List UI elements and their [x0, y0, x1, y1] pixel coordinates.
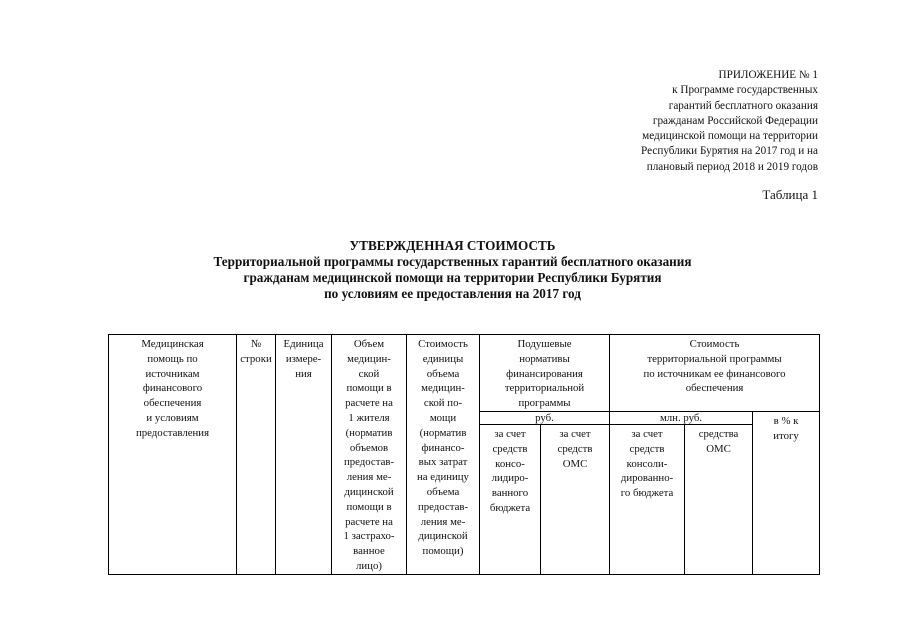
- cell-text-line: вых затрат: [418, 456, 468, 469]
- cell-text-line: ления ме-: [346, 471, 392, 484]
- header-consolidated-budget-rub: [480, 424, 541, 574]
- cell-text-line: помощь по: [147, 352, 198, 365]
- cell-lines: [611, 337, 818, 396]
- header-consolidated-budget-mln: [610, 424, 685, 574]
- cell-text-line: обеспечения: [143, 397, 202, 410]
- header-program-cost: [610, 335, 820, 412]
- cell-text-line: ской: [358, 367, 380, 380]
- cell-text-line: единицы: [422, 352, 464, 365]
- cell-lines: [333, 337, 405, 574]
- title-line: гражданам медицинской помощи на территории Республики Бурятия: [243, 270, 662, 285]
- cell-text-line: средств: [492, 442, 528, 455]
- cell-text-line: медицин-: [347, 352, 391, 365]
- cell-text-line: (норматив: [345, 426, 393, 439]
- cell-text-line: программы: [518, 397, 571, 410]
- header-unit-cost: [407, 335, 480, 575]
- cell-text-line: за счет: [631, 427, 663, 440]
- cell-text-line: строки: [240, 352, 272, 365]
- cell-lines: [238, 337, 274, 367]
- appendix-line: гарантий бесплатного оказания: [668, 99, 818, 112]
- cell-lines: [754, 414, 818, 444]
- header-medical-care: [109, 335, 237, 575]
- cell-text-line: ОМС: [562, 457, 588, 470]
- cell-text-line: 1 застрахо-: [343, 530, 395, 543]
- title-line: УТВЕРЖДЕННАЯ СТОИМОСТЬ: [349, 238, 556, 253]
- unit-rub: руб.: [480, 411, 610, 424]
- cell-text-line: средств: [557, 442, 593, 455]
- appendix-line: медицинской помощи на территории: [642, 130, 818, 143]
- cell-text-line: помощи): [422, 545, 464, 558]
- table-label: Таблица 1: [762, 187, 818, 202]
- cell-text-line: и условиям: [146, 411, 199, 424]
- header-unit: [276, 335, 332, 575]
- cell-text-line: за счет: [494, 427, 526, 440]
- title-line: Территориальной программы государственных гарантий бесплатного оказания: [213, 254, 692, 269]
- cell-text-line: (норматив: [419, 426, 467, 439]
- cell-text-line: ванного: [491, 487, 529, 500]
- cell-text-line: мощи: [429, 411, 457, 424]
- cell-text-line: консо-: [495, 457, 525, 470]
- cell-text-line: дированно-: [620, 472, 674, 485]
- cell-text-line: объема: [426, 485, 460, 498]
- cell-text-line: го бюджета: [620, 487, 674, 500]
- cell-text-line: территориальной программы: [647, 352, 782, 365]
- header-oms-mln: [685, 424, 753, 574]
- cell-text-line: консоли-: [626, 457, 668, 470]
- cell-text-line: медицин-: [421, 382, 465, 395]
- appendix-line: ПРИЛОЖЕНИЕ № 1: [718, 69, 818, 81]
- cell-text-line: ОМС: [706, 442, 731, 455]
- cell-text-line: объема: [426, 367, 460, 380]
- cell-lines: [611, 427, 683, 501]
- cell-text-line: средства: [698, 427, 739, 440]
- appendix-line: к Программе государственных: [672, 84, 818, 97]
- cell-text-line: источникам: [145, 367, 200, 380]
- appendix-line: Республики Бурятия на 2017 год и на: [641, 145, 818, 158]
- unit-mln-rub: млн. руб.: [610, 411, 753, 424]
- cell-text-line: расчете на: [345, 515, 393, 528]
- cell-lines: [686, 427, 751, 457]
- cell-text-line: обеспечения: [685, 382, 744, 395]
- cell-text-line: 1 жителя: [348, 411, 390, 424]
- cell-text-line: предостав-: [343, 456, 395, 469]
- cell-text-line: нормативы: [519, 352, 570, 365]
- cell-text-line: предостав-: [417, 500, 469, 513]
- cell-text-line: финансового: [142, 382, 203, 395]
- cell-lines: [481, 427, 539, 516]
- cell-text-line: итогу: [773, 429, 799, 442]
- header-row-number: [237, 335, 276, 575]
- cell-text-line: ния: [295, 367, 312, 380]
- cell-text-line: бюджета: [489, 501, 531, 514]
- cell-text-line: средств: [629, 442, 665, 455]
- cell-text-line: Стоимость: [689, 338, 740, 350]
- cell-text-line: измере-: [285, 352, 322, 365]
- cell-lines: [408, 337, 478, 559]
- header-percent-total: [753, 411, 820, 574]
- cell-text-line: лицо): [356, 559, 382, 572]
- document-title: [0, 238, 905, 302]
- cost-table: [108, 334, 820, 575]
- cell-lines: [481, 337, 608, 411]
- cell-text-line: в % к: [773, 414, 799, 427]
- cell-lines: [277, 337, 330, 381]
- title-line: по условиям ее предоставления на 2017 год: [324, 286, 581, 301]
- header-volume: [332, 335, 407, 575]
- cell-text-line: ления ме-: [420, 515, 466, 528]
- header-per-capita: [480, 335, 610, 412]
- cell-text-line: Объем: [353, 338, 385, 350]
- cell-text-line: дицинской: [418, 530, 468, 543]
- cell-text-line: финансо-: [421, 441, 465, 454]
- cell-lines: [110, 337, 235, 441]
- cell-text-line: объемов: [349, 441, 389, 454]
- header-oms-rub: [541, 424, 610, 574]
- cell-text-line: территориальной: [504, 382, 585, 395]
- appendix-header: [578, 68, 818, 175]
- cell-text-line: помощи в: [346, 382, 392, 395]
- cell-text-line: Единица: [283, 338, 324, 350]
- appendix-line: плановый период 2018 и 2019 годов: [646, 160, 818, 173]
- cell-text-line: лидиро-: [491, 472, 529, 485]
- cell-text-line: Подушевые: [517, 338, 572, 350]
- cell-text-line: дицинской: [344, 485, 394, 498]
- cell-text-line: предоставления: [135, 426, 210, 439]
- cell-text-line: за счет: [559, 427, 591, 440]
- cell-text-line: ванное: [353, 545, 385, 558]
- cell-text-line: на единицу: [417, 471, 469, 484]
- cell-text-line: Медицинская: [141, 338, 204, 350]
- cell-text-line: №: [250, 338, 262, 350]
- cell-text-line: Стоимость: [418, 338, 468, 350]
- cell-text-line: помощи в: [346, 500, 392, 513]
- cell-text-line: расчете на: [345, 397, 393, 410]
- cell-text-line: финансирования: [506, 367, 583, 380]
- appendix-line: гражданам Российской Федерации: [652, 114, 818, 127]
- cell-lines: [542, 427, 608, 471]
- cell-text-line: ской по-: [423, 397, 463, 410]
- cell-text-line: по источникам ее финансового: [643, 367, 786, 380]
